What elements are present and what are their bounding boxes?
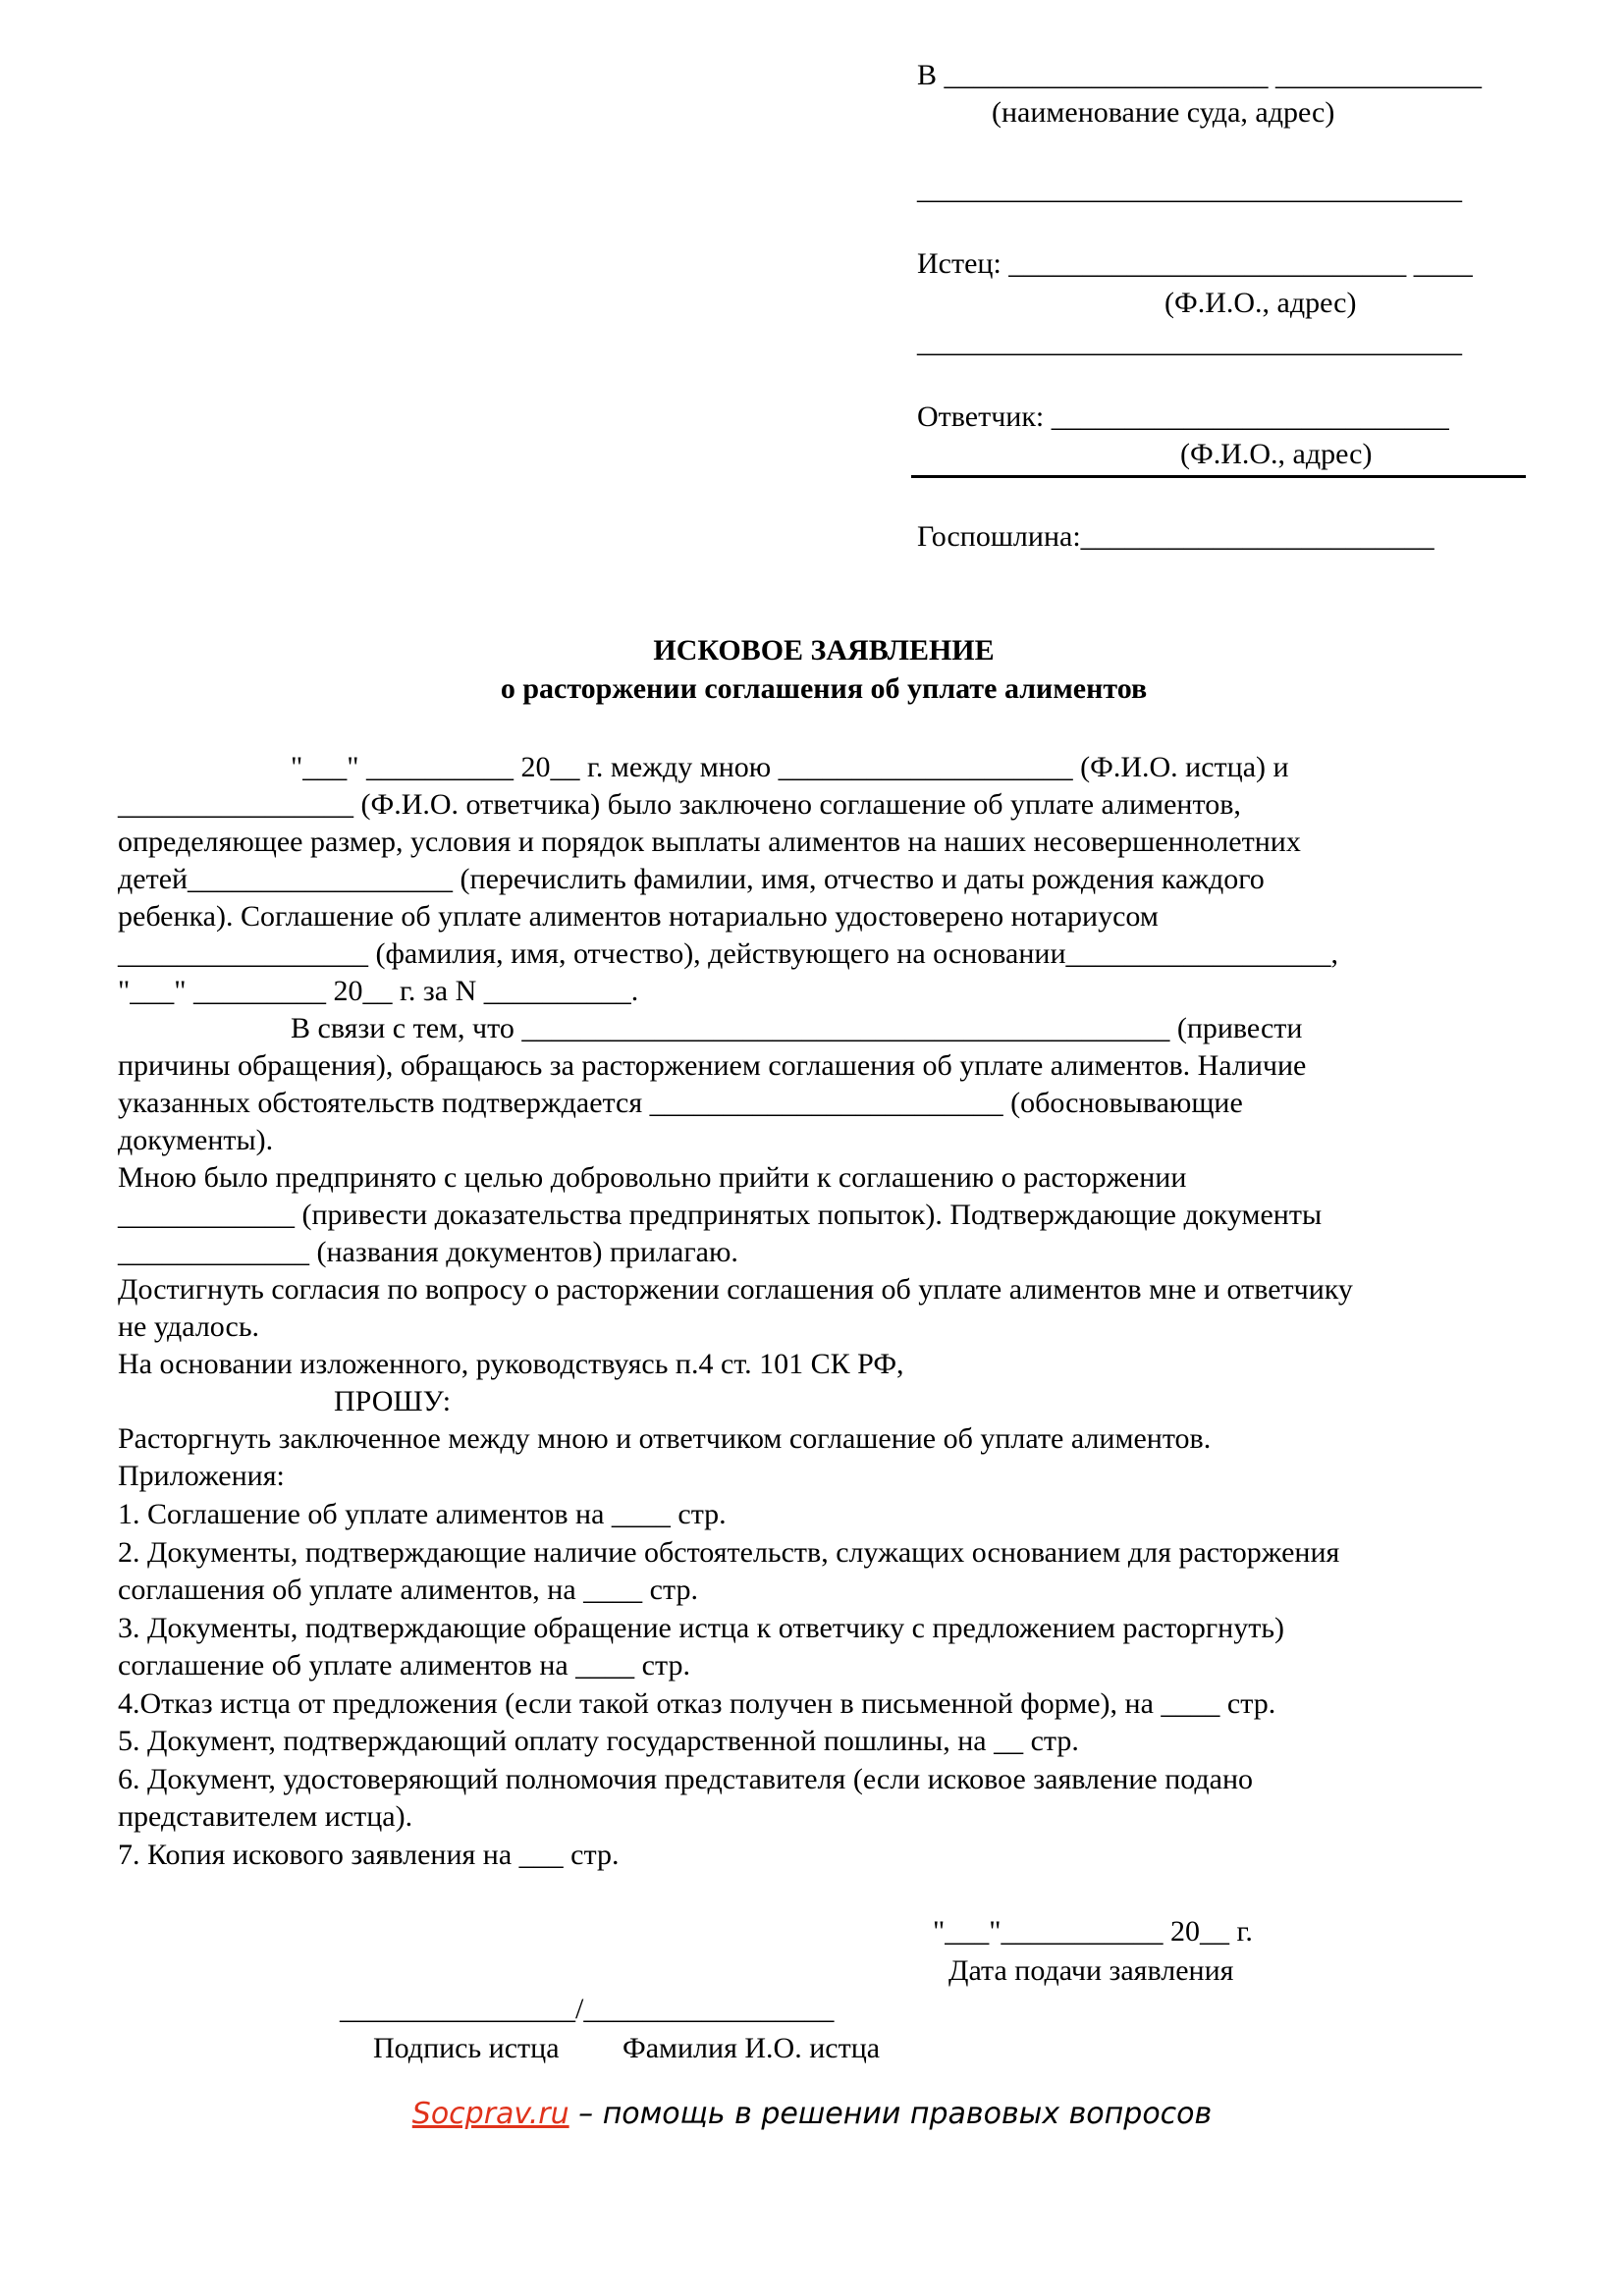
plaintiff-line: Истец: ___________________________ ____ (917, 247, 1473, 280)
attachment-item: 3. Документы, подтверждающие обращение истца к ответчику с предложением расторгнуть) (118, 1612, 1284, 1644)
attachment-item: 5. Документ, подтверждающий оплату государственной пошлины, на __ стр. (118, 1725, 1079, 1757)
attachment-item: представителем истца). (118, 1800, 413, 1833)
attachment-item: 1. Соглашение об уплате алиментов на ____ стр. (118, 1498, 727, 1530)
court-line: В ______________________ ______________ (917, 59, 1483, 91)
signature-caption: Подпись истца (373, 2032, 560, 2064)
attachments-heading: Приложения: (118, 1460, 285, 1492)
attachment-item: 2. Документы, подтверждающие наличие обстоятельств, служащих основанием для расторжения (118, 1536, 1340, 1569)
fee-line: Госпошлина:________________________ (917, 520, 1435, 553)
body-line: "___" _________ 20__ г. за N __________. (118, 975, 639, 1007)
body-line: ____________ (привести доказательства предпринятых попыток). Подтверждающие документы (118, 1199, 1323, 1231)
body-line: не удалось. (118, 1310, 260, 1343)
body-line: Мною было предпринято с целью добровольно прийти к соглашению о расторжении (118, 1161, 1187, 1194)
filing-date-caption: Дата подачи заявления (948, 1954, 1234, 1987)
body-line: причины обращения), обращаюсь за расторжением соглашения об уплате алиментов. Наличие (118, 1049, 1307, 1082)
body-line: детей__________________ (перечислить фамилии, имя, отчество и даты рождения каждого (118, 863, 1265, 895)
body-line: _____________ (названия документов) прилагаю. (118, 1236, 738, 1268)
body-line: На основании изложенного, руководствуясь п.4 ст. 101 СК РФ, (118, 1348, 904, 1380)
request-heading: ПРОШУ: (334, 1385, 452, 1417)
body-line: "___" __________ 20__ г. между мною ____________________ (Ф.И.О. истца) и (291, 751, 1289, 783)
header-divider (911, 475, 1526, 478)
body-line: документы). (118, 1124, 274, 1156)
blank-line-2: _____________________________________ (917, 326, 1462, 358)
court-caption: (наименование суда, адрес) (992, 96, 1335, 129)
body-line: указанных обстоятельств подтверждается ________________________ (обосновывающие (118, 1087, 1243, 1119)
attachment-item: соглашение об уплате алиментов на ____ стр. (118, 1649, 690, 1682)
defendant-caption: (Ф.И.О., адрес) (1180, 438, 1373, 470)
plaintiff-caption: (Ф.И.О., адрес) (1164, 287, 1357, 319)
document-title: ИСКОВОЕ ЗАЯВЛЕНИЕ (653, 634, 995, 667)
name-caption: Фамилия И.О. истца (623, 2032, 881, 2064)
blank-line-1: _____________________________________ (917, 173, 1462, 205)
body-line: В связи с тем, что ____________________________________________ (привести (291, 1012, 1303, 1044)
body-line: Достигнуть согласия по вопросу о расторжении соглашения об уплате алиментов мне и ответчику (118, 1273, 1353, 1306)
signature-line: ________________/_________________ (340, 1993, 835, 2025)
site-link[interactable]: Socprav.ru (411, 2097, 569, 2131)
filing-date-line: "___"___________ 20__ г. (933, 1915, 1253, 1948)
attachment-item: 4.Отказ истца от предложения (если такой отказ получен в письменной форме), на ____ стр. (118, 1687, 1276, 1720)
body-line: Расторгнуть заключенное между мною и ответчиком соглашение об уплате алиментов. (118, 1422, 1212, 1455)
attachment-item: соглашения об уплате алиментов, на ____ стр. (118, 1574, 698, 1606)
footer-tagline: – помощь в решении правовых вопросов (568, 2097, 1213, 2131)
attachment-item: 6. Документ, удостоверяющий полномочия представителя (если исковое заявление подано (118, 1763, 1254, 1795)
body-line: _________________ (фамилия, имя, отчество), действующего на основании__________________, (118, 937, 1339, 970)
body-line: ________________ (Ф.И.О. ответчика) было заключено соглашение об уплате алиментов, (118, 788, 1241, 821)
defendant-line: Ответчик: ___________________________ (917, 400, 1449, 433)
footer (0, 2095, 1624, 2134)
document-subtitle: о расторжении соглашения об уплате алиментов (500, 672, 1148, 705)
body-line: определяющее размер, условия и порядок выплаты алиментов на наших несовершеннолетних (118, 826, 1301, 858)
body-line: ребенка). Соглашение об уплате алиментов нотариально удостоверено нотариусом (118, 900, 1159, 933)
attachment-item: 7. Копия искового заявления на ___ стр. (118, 1839, 620, 1871)
